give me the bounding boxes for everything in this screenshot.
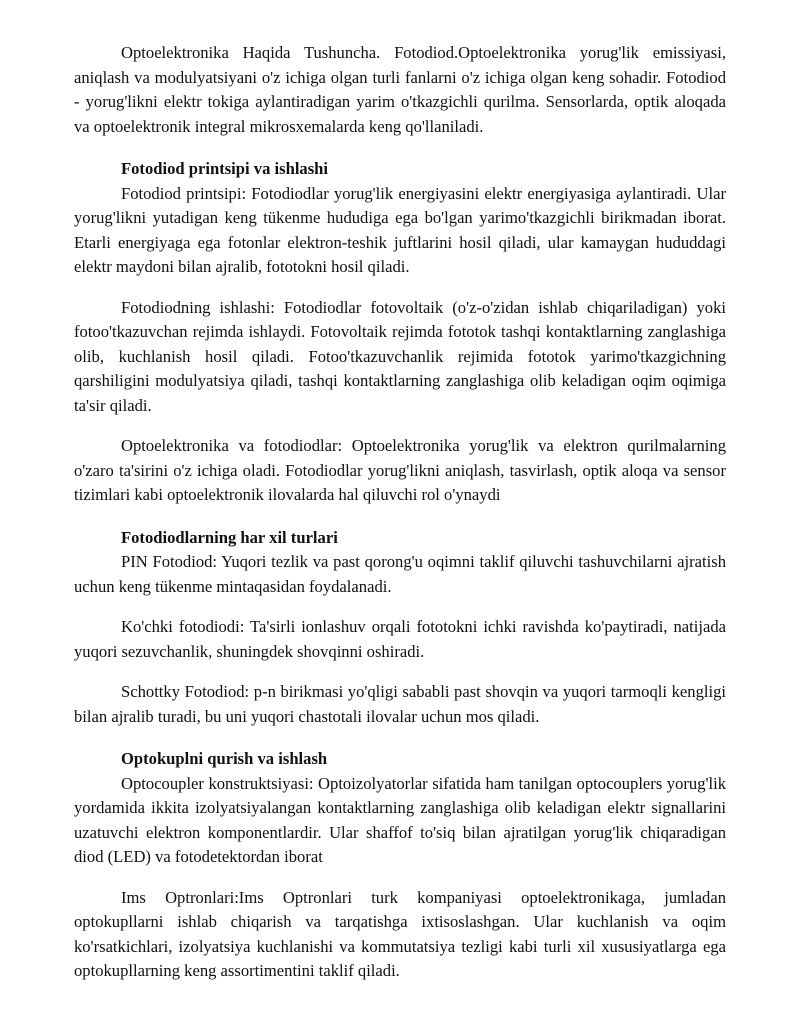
spacer <box>74 870 726 886</box>
paragraph-fotodiod-printsipi: Fotodiod printsipi: Fotodiodlar yorug'lik energiyasini elektr energiyasiga aylantiradi. Ular yorug'likni yutadigan keng tükenme hududiga ega bo'lgan yarimo'tkazgichli birikmadan iborat. Etarli energiyaga ega fotonlar elektron-teshik juftlarini hosil qiladi, ular kamaygan hududdagi elektr maydoni bilan ajralib, fototokni hosil qiladi. <box>74 183 726 276</box>
spacer <box>74 418 726 434</box>
paragraph-fotodiod-ishlashi: Fotodiodning ishlashi: Fotodiodlar fotovoltaik (o'z-o'zidan ishlab chiqariladigan) yoki fotoo'tkazuvchan rejimda ishlaydi. Fotovoltaik rejimda fototok tashqi kontaktlarning zanglashiga olib, kuchlanish hosil qiladi. Fotoo'tkazuvchanlik rejimida fototok yarimo'tkazgichning qarshiligini modulyatsiya qiladi, tashqi kontaktlarning zanglashiga olib keladigan oqim oqimiga ta'sir qiladi. <box>74 297 726 415</box>
spacer <box>74 664 726 680</box>
spacer <box>74 729 726 747</box>
intro-paragraph: Optoelektronika Haqida Tushuncha. Fotodiod.Optoelektronika yorug'lik emissiyasi, aniqlash va modulyatsiyani o'z ichiga olgan turli fanlarni o'z ichiga olgan keng sohadir. Fotodiod - yorug'likni elektr tokiga aylantiradigan yarim o'tkazgichli qurilma. Sensorlarda, optik aloqada va optoelektronik integral mikrosxemalarda keng qo'llaniladi. <box>74 43 726 136</box>
paragraph-ims-optronlari: Ims Optronlari:Ims Optronlari turk kompaniyasi optoelektronikaga, jumladan optokupllarni ishlab chiqarish va tarqatishga ixtisoslashgan. Ular kuchlanish va oqim ko'rsatkichlari, izolyatsiya kuchlanishi va kommutatsiya tezligi kabi turli xil xususiyatlarga ega optokupllarning keng assortimentini taklif qiladi. <box>74 887 726 980</box>
section-heading-fotodiod-turlari: Fotodiodlarning har xil turlari <box>121 527 338 547</box>
section-heading-optokupl: Optokuplni qurish va ishlash <box>121 749 328 768</box>
spacer <box>74 139 726 157</box>
document-page <box>74 41 726 984</box>
spacer <box>74 599 726 615</box>
paragraph-optocoupler-konstruktsiyasi: Optocoupler konstruktsiyasi: Optoizolyatorlar sifatida ham tanilgan optocouplers yorug'lik yordamida ikkita izolyatsiyalangan kontaktlarning zanglashiga olib keladigan elektr signallarini uzatuvchi elektron komponentlardir. Ular shaffof to'siq bilan ajratilgan yorug'lik chiqaradigan diod (LED) va fotodetektordan iborat <box>74 773 726 866</box>
paragraph-optoelektronika-fotodiodlar: Optoelektronika va fotodiodlar: Optoelektronika yorug'lik va elektron qurilmalarning o'zaro ta'sirini o'z ichiga oladi. Fotodiodlar yorug'likni aniqlash, tasvirlash, optik aloqa va sensor tizimlari kabi optoelektronik ilovalarda hal qiluvchi rol o'ynaydi <box>74 436 726 504</box>
paragraph-kochki-fotodiod: Ko'chki fotodiodi: Ta'sirli ionlashuv orqali fototokni ichki ravishda ko'paytiradi, natijada yuqori sezuvchanlik, shuningdek shovqinni oshiradi. <box>74 617 726 661</box>
spacer <box>74 280 726 296</box>
spacer <box>74 508 726 526</box>
paragraph-schottky-fotodiod: Schottky Fotodiod: p-n birikmasi yo'qligi sababli past shovqin va yuqori tarmoqli kengligi bilan ajralib turadi, bu uni yuqori chastotali ilovalar uchun mos qiladi. <box>74 682 726 726</box>
paragraph-pin-fotodiod: PIN Fotodiod: Yuqori tezlik va past qorong'u oqimni taklif qiluvchi tashuvchilarni ajratish uchun keng tükenme mintaqasidan foydalanadi. <box>74 552 726 596</box>
section-heading-fotodiod-printsipi: Fotodiod printsipi va ishlashi <box>121 159 329 178</box>
